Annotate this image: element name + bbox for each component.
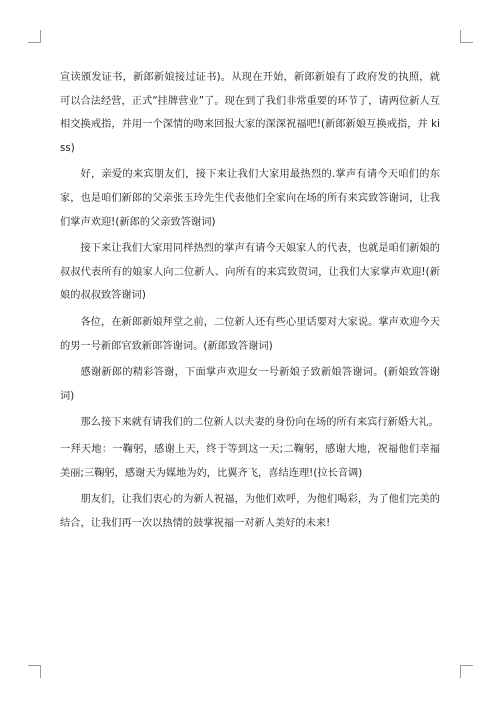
paragraph-wedding-ceremony: 那么接下来就有请我们的二位新人以夫妻的身份向在场的所有来宾行新婚大礼。	[80, 417, 439, 429]
corner-mark-bottom-right	[460, 665, 473, 678]
document-body	[60, 66, 440, 538]
corner-mark-top-left	[28, 30, 41, 43]
corner-mark-bottom-left	[28, 665, 41, 678]
paragraph-closing-blessing: 朋友们，让我们衷心的为新人祝福，为他们欢呼，为他们喝彩，为了他们完美的结合，让我们再一次以热情的鼓掌祝福一对新人美好的未来!	[60, 494, 440, 529]
paragraph-ring-exchange: 宣读颁发证书，新郎新娘接过证书)。从现在开始，新郎新娘有了政府发的执照，就可以合法经营，正式“挂牌营业”了。现在到了我们非常重要的环节了，请两位新人互相交换戒指，并用一个深情的吻来回报大家的深深祝福吧!(新郎新娘互换戒指，并 kiss)	[60, 72, 440, 154]
paragraph-groom-speech: 各位，在新郎新娘拜堂之前，二位新人还有些心里话要对大家说。掌声欢迎今天的男一号新郎官致新郎答谢词。(新郎致答谢词)	[60, 316, 440, 352]
paragraph-bride-uncle-speech: 接下来让我们大家用同样热烈的掌声有请今天娘家人的代表，也就是咱们新娘的叔叔代表所有的娘家人向二位新人、向所有的来宾致贺词，让我们大家掌声欢迎!(新娘的叔叔致答谢词)	[60, 243, 440, 302]
paragraph-bows: 一拜天地：一鞠躬，感谢上天，终于等到这一天;二鞠躬，感谢大地，祝福他们幸福美丽;三鞠躬，感谢天为媒地为妁，比翼齐飞，喜结连理!(拉长音调)	[60, 443, 440, 479]
corner-mark-top-right	[460, 30, 473, 43]
paragraph-bride-speech: 感谢新郎的精彩答谢，下面掌声欢迎女一号新娘子致新娘答谢词。(新娘致答谢词)	[60, 367, 440, 402]
paragraph-groom-father-speech: 好，亲爱的来宾朋友们，接下来让我们大家用最热烈的.掌声有请今天咱们的东家，也是咱们新郎的父亲张玉玲先生代表他们全家向在场的所有来宾致答谢词，让我们掌声欢迎!(新郎的父亲致答谢词)	[60, 169, 440, 228]
